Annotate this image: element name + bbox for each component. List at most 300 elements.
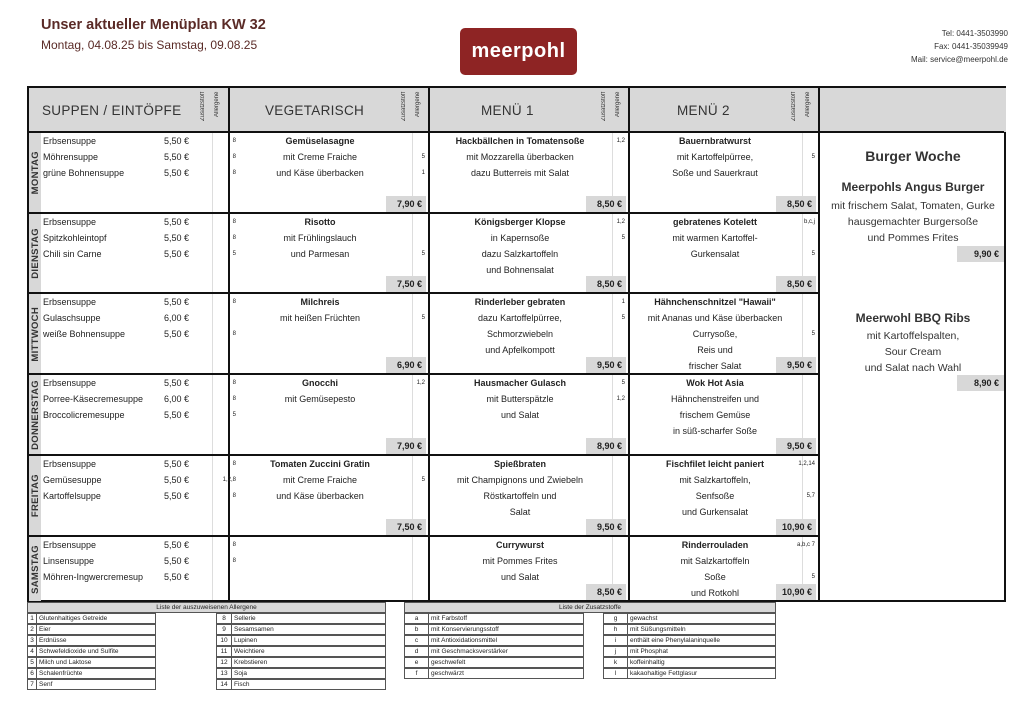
- dish-description: Senfsoße: [695, 491, 735, 501]
- soup-cell: [41, 133, 236, 213]
- soup-item: [41, 165, 236, 181]
- legend-row: [216, 668, 386, 679]
- special-price: 9,90 €: [957, 246, 1004, 262]
- dish-title: Wok Hot Asia: [686, 378, 744, 388]
- dish-additives: 5: [811, 251, 815, 257]
- soup-name: Erbsensuppe: [43, 136, 97, 146]
- soup-item: [41, 214, 236, 230]
- soup-price: 5,50 €: [164, 540, 190, 550]
- legend-value: geschwefelt: [431, 659, 466, 666]
- legend-key: 10: [217, 636, 232, 645]
- legend-value: kakaohaltige Fettglasur: [630, 670, 698, 677]
- dish-description: und Apfelkompott: [485, 345, 555, 355]
- legend-value: mit Antioxidationsmittel: [431, 637, 498, 644]
- soup-item: [41, 488, 236, 504]
- soup-item: [41, 294, 236, 310]
- dish-price: 7,90 €: [386, 196, 426, 212]
- legend-key: g: [604, 614, 628, 623]
- legend-value: gewachst: [630, 615, 658, 622]
- dish-title: Bauernbratwurst: [678, 136, 751, 146]
- soup-price: 6,00 €: [164, 394, 190, 404]
- special-dish-description: mit Kartoffelspalten,: [866, 330, 960, 342]
- m2-cell: [630, 456, 818, 536]
- dish-description: Currysoße,: [692, 329, 738, 339]
- dish-title: Gemüselasagne: [285, 136, 355, 146]
- legend-row: [216, 613, 386, 624]
- legend-key: 11: [217, 647, 232, 656]
- special-dish-description: und Salat nach Wahl: [864, 362, 962, 374]
- dish-additives: 1,2: [616, 219, 625, 225]
- legend-key: 13: [217, 669, 232, 678]
- email: Mail: service@meerpohl.de: [910, 55, 1008, 64]
- soup-name: Möhrensuppe: [43, 152, 99, 162]
- legend-value: Glutenhaltiges Getreide: [39, 615, 108, 622]
- special-dish-title: Meerwohl BBQ Ribs: [855, 311, 971, 325]
- dish-description: mit Frühlingslauch: [283, 233, 357, 243]
- legend-row: [404, 613, 584, 624]
- legend-value: Krebstieren: [234, 659, 268, 666]
- zusatzstoff-label: Zusatzstoff: [791, 92, 797, 122]
- fax: Fax: 0441-35039949: [934, 42, 1008, 51]
- legend-value: mit Konservierungsstoff: [431, 626, 499, 633]
- page-title: Unser aktueller Menüplan KW 32: [41, 17, 266, 33]
- allergene-label: Allergene: [615, 92, 621, 118]
- dish-additives: 5: [421, 477, 425, 483]
- soup-item: [41, 553, 236, 569]
- dish-description: und Gurkensalat: [681, 507, 749, 517]
- m1-cell: [430, 214, 628, 293]
- dish-additives: 1,2: [616, 396, 625, 402]
- meerpohl-logo: meerpohl: [460, 28, 577, 75]
- dish-description: mit Butterspätzle: [486, 394, 554, 404]
- dish-description: mit heißen Früchten: [279, 313, 361, 323]
- legend-row: [27, 646, 156, 657]
- legend-row: [603, 624, 776, 635]
- legend-row: [404, 657, 584, 668]
- soup-cell: [41, 214, 236, 293]
- soup-allergens: 8: [232, 461, 236, 467]
- dish-description: und Käse überbacken: [276, 168, 364, 178]
- soup-cell: [41, 294, 236, 374]
- soup-name: Erbsensuppe: [43, 540, 97, 550]
- day-name: FREITAG: [29, 474, 41, 518]
- soup-item: [41, 456, 236, 472]
- soup-name: Erbsensuppe: [43, 459, 97, 469]
- contact-info: [911, 27, 1008, 66]
- dish-price: 8,50 €: [776, 276, 816, 292]
- allergene-label: Allergene: [214, 92, 220, 118]
- soup-name: Gemüsesuppe: [43, 475, 102, 485]
- dish-description: und Salat: [500, 410, 540, 420]
- soup-allergens: 8: [232, 558, 236, 564]
- legend-key: 7: [28, 680, 37, 689]
- day-name: DIENSTAG: [29, 228, 41, 279]
- legend-key: b: [405, 625, 429, 634]
- dish-price: 9,50 €: [586, 519, 626, 535]
- legend-key: e: [405, 658, 429, 667]
- soup-allergens: 8: [232, 493, 236, 499]
- soup-allergens: 8: [232, 542, 236, 548]
- soup-price: 5,50 €: [164, 233, 190, 243]
- legend-key: i: [604, 636, 628, 645]
- dish-additives: b,c,j: [803, 219, 815, 225]
- veg-cell: [230, 375, 428, 455]
- soup-name: Broccolicremesuppe: [43, 410, 125, 420]
- legend-key: j: [604, 647, 628, 656]
- dish-price: 9,50 €: [776, 438, 816, 454]
- allergene-label: Allergene: [805, 92, 811, 118]
- legend-row: [27, 624, 156, 635]
- legend-key: h: [604, 625, 628, 634]
- soup-name: Erbsensuppe: [43, 297, 97, 307]
- additives-legend-title: Liste der Zusatzstoffe: [404, 602, 776, 613]
- legend-row: [603, 646, 776, 657]
- day-label-mittwoch: [29, 294, 41, 374]
- dish-description: Schmorzwiebeln: [486, 329, 554, 339]
- soup-cell: [41, 537, 236, 601]
- day-label-samstag: [29, 537, 41, 601]
- legend-value: mit Farbstoff: [431, 615, 468, 622]
- dish-description: frischer Salat: [688, 361, 742, 371]
- dish-title: Rinderleber gebraten: [474, 297, 566, 307]
- m1-cell: [430, 456, 628, 536]
- dish-description: Reis und: [697, 345, 733, 355]
- dish-description: Soße und Sauerkraut: [672, 168, 758, 178]
- allergene-label: Allergene: [415, 92, 421, 118]
- dish-additives: 5: [421, 154, 425, 160]
- dish-price: 7,50 €: [386, 519, 426, 535]
- dish-title: Currywurst: [495, 540, 544, 550]
- dish-description: mit Salzkartoffeln: [680, 556, 750, 566]
- dish-description: dazu Salzkartoffeln: [481, 249, 559, 259]
- legend-key: 14: [217, 680, 232, 689]
- dish-description: dazu Kartoffelpürree,: [478, 313, 562, 323]
- dish-additives: 5: [811, 331, 815, 337]
- legend-row: [216, 679, 386, 690]
- dish-price: 7,50 €: [386, 276, 426, 292]
- dish-description: und Käse überbacken: [276, 491, 364, 501]
- soup-allergens: 8: [232, 138, 236, 144]
- day-label-montag: [29, 133, 41, 213]
- special-dish-description: Sour Cream: [884, 346, 942, 358]
- legend-value: Soja: [234, 670, 248, 677]
- m1-cell: [430, 375, 628, 455]
- legend-key: c: [405, 636, 429, 645]
- soup-name: Kartoffelsuppe: [43, 491, 101, 501]
- dish-price: 8,50 €: [586, 584, 626, 600]
- date-range: Montag, 04.08.25 bis Samstag, 09.08.25: [41, 38, 258, 52]
- soup-price: 5,50 €: [164, 329, 190, 339]
- soup-name: Spitzkohleintopf: [43, 233, 107, 243]
- dish-title: Fischfilet leicht paniert: [665, 459, 765, 469]
- zusatzstoff-label: Zusatzstoff: [200, 92, 206, 122]
- legend-key: 8: [217, 614, 232, 623]
- soup-price: 5,50 €: [164, 378, 190, 388]
- dish-title: Gnocchi: [301, 378, 338, 388]
- soup-name: Porree-Käsecremesuppe: [43, 394, 144, 404]
- legend-key: d: [405, 647, 429, 656]
- soup-item: [41, 569, 227, 585]
- dish-description: und Rotkohl: [690, 588, 740, 598]
- legend-row: [216, 646, 386, 657]
- dish-additives: 5: [421, 251, 425, 257]
- soup-item: [41, 375, 236, 391]
- special-dish-description: und Pommes Frites: [867, 232, 959, 244]
- legend-row: [404, 668, 584, 679]
- soup-allergens: 8: [232, 219, 236, 225]
- m1-cell: [430, 133, 628, 213]
- dish-description: frischem Gemüse: [679, 410, 751, 420]
- dish-description: und Parmesan: [290, 249, 350, 259]
- dish-additives: 5: [811, 574, 815, 580]
- zusatzstoff-label: Zusatzstoff: [401, 92, 407, 122]
- m2-cell: [630, 537, 818, 601]
- legend-value: Sesamsamen: [234, 626, 274, 633]
- dish-title: Hähnchenschnitzel "Hawaii": [654, 297, 776, 307]
- legend-value: Eier: [39, 626, 51, 633]
- legend-value: geschwärzt: [431, 670, 464, 677]
- soup-item: [41, 246, 236, 262]
- legend-row: [27, 657, 156, 668]
- dish-additives: 1: [421, 170, 425, 176]
- legend-row: [603, 635, 776, 646]
- dish-price: 8,90 €: [586, 438, 626, 454]
- soup-allergens: 8: [232, 154, 236, 160]
- legend-key: 9: [217, 625, 232, 634]
- dish-description: mit Gemüsepesto: [284, 394, 356, 404]
- legend-key: 4: [28, 647, 37, 656]
- legend-value: mit Phosphat: [630, 648, 668, 655]
- dish-price: 6,90 €: [386, 357, 426, 373]
- legend-row: [27, 613, 156, 624]
- soup-item: [41, 230, 236, 246]
- soup-allergens: 5: [232, 412, 236, 418]
- menu-table: [27, 86, 1006, 602]
- soup-allergens: 8: [232, 299, 236, 305]
- legend-row: [603, 613, 776, 624]
- m2-cell: [630, 133, 818, 213]
- legend-value: Milch und Laktose: [39, 659, 92, 666]
- dish-description: Gurkensalat: [690, 249, 740, 259]
- dish-description: und Bohnensalat: [486, 265, 554, 275]
- dish-title: Tomaten Zuccini Gratin: [270, 459, 370, 469]
- soup-allergens: 8: [232, 380, 236, 386]
- soup-item: [41, 149, 236, 165]
- phone: Tel: 0441-3503990: [941, 29, 1008, 38]
- soup-price: 5,50 €: [164, 410, 190, 420]
- dish-description: mit warmen Kartoffel-: [672, 233, 758, 243]
- legend-key: 12: [217, 658, 232, 667]
- legend-row: [603, 668, 776, 679]
- dish-description: in Kapernsoße: [490, 233, 550, 243]
- day-label-dienstag: [29, 214, 41, 293]
- special-price: 8,90 €: [957, 375, 1004, 391]
- soup-item: [41, 310, 227, 326]
- day-name: DONNERSTAG: [29, 380, 41, 450]
- legend-row: [216, 657, 386, 668]
- special-cell: [820, 133, 1006, 602]
- soup-price: 5,50 €: [164, 572, 190, 582]
- veg-cell: [230, 537, 428, 601]
- soup-name: Linsensuppe: [43, 556, 95, 566]
- legend-value: Sellerie: [234, 615, 256, 622]
- soup-price: 6,00 €: [164, 313, 190, 323]
- soup-allergens: 8: [232, 396, 236, 402]
- col-header-menu2: MENÜ 2: [677, 102, 730, 118]
- soup-price: 5,50 €: [164, 297, 190, 307]
- soup-name: Möhren-Ingwercremesup: [43, 572, 144, 582]
- legend-key: f: [405, 669, 429, 678]
- legend-row: [603, 657, 776, 668]
- dish-title: Königsberger Klopse: [474, 217, 566, 227]
- header-bar-sonder: [820, 88, 1006, 132]
- veg-cell: [230, 214, 428, 293]
- day-name: SAMSTAG: [29, 544, 41, 594]
- soup-price: 5,50 €: [164, 475, 190, 485]
- col-header-vegetarisch: VEGETARISCH: [265, 102, 365, 118]
- soup-price: 5,50 €: [164, 136, 190, 146]
- dish-description: mit Creme Fraiche: [282, 475, 357, 485]
- soup-name: weiße Bohnensuppe: [43, 329, 126, 339]
- day-label-freitag: [29, 456, 41, 536]
- soup-cell: [41, 375, 236, 455]
- soup-name: Gulaschsuppe: [43, 313, 101, 323]
- soup-allergens: 1,2,8: [222, 477, 236, 483]
- legend-key: a: [405, 614, 429, 623]
- veg-cell: [230, 294, 428, 374]
- dish-additives: 1,2: [416, 380, 425, 386]
- legend-key: 2: [28, 625, 37, 634]
- day-label-donnerstag: [29, 375, 41, 455]
- legend-key: 3: [28, 636, 37, 645]
- soup-item: [41, 537, 236, 553]
- dish-price: 9,50 €: [586, 357, 626, 373]
- legend-row: [404, 646, 584, 657]
- soup-name: grüne Bohnensuppe: [43, 168, 125, 178]
- soup-allergens: 8: [232, 235, 236, 241]
- col-header-suppen: SUPPEN / EINTÖPFE: [42, 102, 182, 118]
- soup-item: [41, 133, 236, 149]
- dish-title: gebratenes Kotelett: [672, 217, 758, 227]
- dish-description: und Salat: [500, 572, 540, 582]
- special-heading: Burger Woche: [865, 148, 961, 164]
- legend-row: [27, 635, 156, 646]
- dish-description: in süß-scharfer Soße: [672, 426, 758, 436]
- special-dish-description: mit frischem Salat, Tomaten, Gurke: [831, 200, 995, 212]
- dish-description: mit Creme Fraiche: [282, 152, 357, 162]
- legend-value: Schwefeldioxide und Sulfite: [39, 648, 119, 655]
- dish-price: 10,90 €: [776, 519, 816, 535]
- dish-title: Rinderrouladen: [681, 540, 749, 550]
- legend-value: Lupinen: [234, 637, 258, 644]
- dish-description: mit Mozzarella überbacken: [466, 152, 574, 162]
- m1-cell: [430, 537, 628, 601]
- veg-cell: [230, 456, 428, 536]
- dish-price: 10,90 €: [776, 584, 816, 600]
- soup-price: 5,50 €: [164, 556, 190, 566]
- dish-description: mit Kartoffelpürree,: [676, 152, 754, 162]
- m1-cell: [430, 294, 628, 374]
- dish-additives: 5: [621, 315, 625, 321]
- soup-price: 5,50 €: [164, 491, 190, 501]
- special-dish-title: Meerpohls Angus Burger: [841, 180, 985, 194]
- dish-description: Hähnchenstreifen und: [670, 394, 760, 404]
- col-header-menu1: MENÜ 1: [481, 102, 534, 118]
- dish-additives: 1,2: [616, 138, 625, 144]
- legend-row: [27, 668, 156, 679]
- soup-price: 5,50 €: [164, 152, 190, 162]
- dish-price: 8,50 €: [586, 276, 626, 292]
- soup-item: [41, 407, 236, 423]
- soup-name: Erbsensuppe: [43, 378, 97, 388]
- allergens-legend-title: Liste der auszuweisenen Allergene: [27, 602, 386, 613]
- soup-price: 5,50 €: [164, 249, 190, 259]
- m2-cell: [630, 294, 818, 374]
- legend-row: [404, 624, 584, 635]
- dish-additives: 5: [811, 154, 815, 160]
- day-name: MONTAG: [29, 151, 41, 195]
- dish-price: 7,90 €: [386, 438, 426, 454]
- dish-price: 8,50 €: [586, 196, 626, 212]
- legend-key: k: [604, 658, 628, 667]
- legend-key: 6: [28, 669, 37, 678]
- dish-additives: 5: [421, 315, 425, 321]
- dish-description: mit Champignons und Zwiebeln: [456, 475, 584, 485]
- dish-title: Milchreis: [300, 297, 340, 307]
- dish-description: mit Ananas und Käse überbacken: [647, 313, 783, 323]
- soup-allergens: 5: [232, 251, 236, 257]
- soup-allergens: 8: [232, 331, 236, 337]
- dish-description: mit Pommes Frites: [482, 556, 558, 566]
- legend-value: enthält eine Phenylalaninquelle: [630, 637, 720, 644]
- dish-title: Hausmacher Gulasch: [473, 378, 567, 388]
- special-dish-description: hausgemachter Burgersoße: [847, 216, 979, 228]
- soup-name: Erbsensuppe: [43, 217, 97, 227]
- day-name: MITTWOCH: [29, 306, 41, 362]
- soup-price: 5,50 €: [164, 459, 190, 469]
- legend-value: mit Süßungsmitteln: [630, 626, 686, 633]
- dish-additives: 5: [621, 235, 625, 241]
- legend-value: Erdnüsse: [39, 637, 67, 644]
- soup-allergens: 8: [232, 170, 236, 176]
- dish-additives: 1: [621, 299, 625, 305]
- legend-key: 1: [28, 614, 37, 623]
- soup-name: Chili sin Carne: [43, 249, 102, 259]
- soup-item: [41, 326, 236, 342]
- dish-description: mit Salzkartoffeln,: [679, 475, 751, 485]
- legend-value: koffeinhaltig: [630, 659, 665, 666]
- dish-additives: 5: [621, 380, 625, 386]
- legend-value: Fisch: [234, 681, 250, 688]
- legend-value: Schalenfrüchte: [39, 670, 83, 677]
- dish-price: 9,50 €: [776, 357, 816, 373]
- dish-description: Soße: [704, 572, 726, 582]
- legend-value: mit Geschmacksverstärker: [431, 648, 508, 655]
- dish-description: dazu Butterreis mit Salat: [470, 168, 570, 178]
- legend-value: Weichtiere: [234, 648, 265, 655]
- dish-description: Salat: [509, 507, 531, 517]
- m2-cell: [630, 214, 818, 293]
- soup-price: 5,50 €: [164, 217, 190, 227]
- legend-value: Senf: [39, 681, 53, 688]
- legend-key: l: [604, 669, 628, 678]
- dish-additives: 1,2,14: [798, 461, 815, 467]
- dish-title: Risotto: [304, 217, 336, 227]
- dish-title: Hackbällchen in Tomatensoße: [455, 136, 585, 146]
- zusatzstoff-label: Zusatzstoff: [601, 92, 607, 122]
- m2-cell: [630, 375, 818, 455]
- legend-row: [27, 679, 156, 690]
